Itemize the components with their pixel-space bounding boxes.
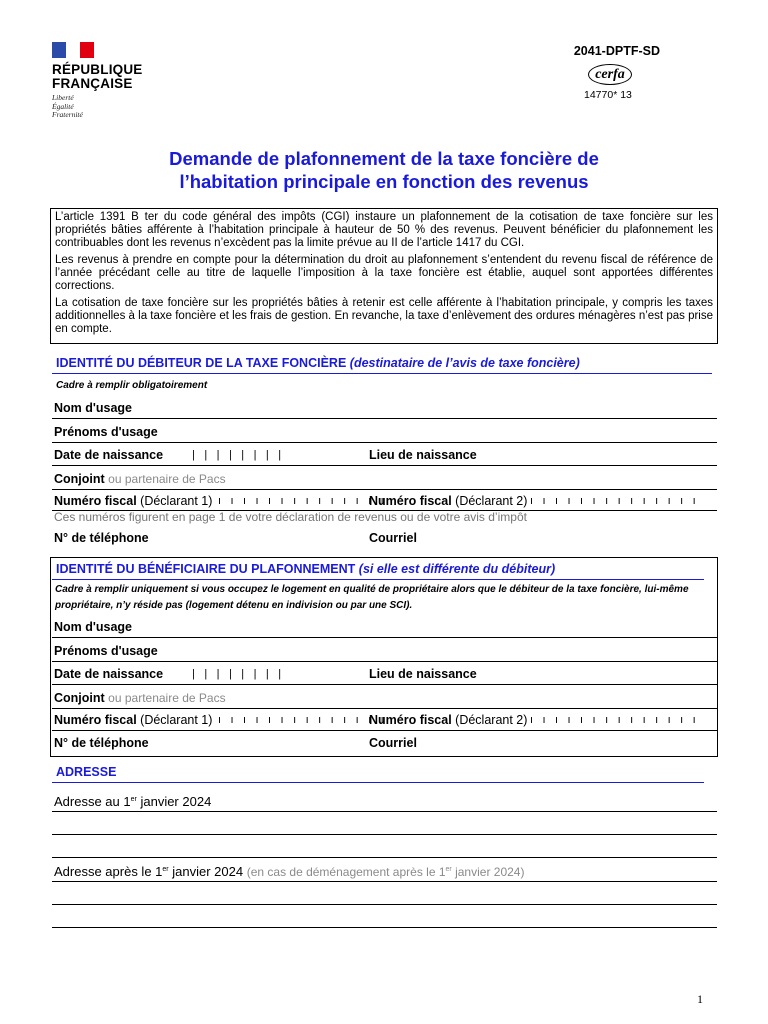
beneficiaire-lieu-label: Lieu de naissance [369, 667, 477, 681]
beneficiaire-nf1-field[interactable]: ı ı ı ı ı ı ı ı ı ı ı ı ı ı [218, 714, 387, 726]
beneficiaire-conjoint-hint: ou partenaire de Pacs [108, 691, 226, 705]
title-line-1: Demande de plafonnement de la taxe foncière de [169, 148, 599, 169]
adresse-apres-label [54, 864, 524, 879]
debiteur-nf1-declarant: (Déclarant 1) [140, 494, 213, 508]
beneficiaire-date-label: Date de naissance [54, 667, 164, 681]
debiteur-date-line[interactable] [52, 465, 717, 466]
debiteur-section-title [56, 356, 580, 370]
beneficiaire-nom-label: Nom d'usage [54, 620, 132, 634]
debiteur-numero-fiscal-1 [54, 494, 212, 508]
adresse-hint-pre: (en cas de déménagement après le 1 [246, 865, 446, 879]
republique-francaise-logo [52, 42, 152, 120]
beneficiaire-conjoint: Conjoint [54, 691, 105, 705]
form-code: 2041-DPTF-SD [573, 44, 660, 58]
debiteur-nf2-label: Numéro fiscal [369, 494, 452, 508]
logo-francaise: FRANÇAISE [52, 76, 133, 91]
cerfa-number: 14770* 13 [584, 89, 632, 101]
adresse-au-line-3[interactable] [52, 857, 717, 858]
intro-paragraph-3: La cotisation de taxe foncière sur les propriétés bâties à retenir est celle afférente à l’habitation principale, y compris les taxes additionnelles à la taxe foncière et les frais de gestion. En revanche, la taxe d’enlèvement des ordures ménagères n’est pas prise en compte. [55, 297, 713, 335]
beneficiaire-nf1-label: Numéro fiscal [54, 713, 137, 727]
adresse-section-title: ADRESSE [56, 765, 117, 779]
page-title [0, 147, 768, 193]
adresse-au-sup: er [130, 796, 137, 803]
adresse-au-pre: Adresse au 1 [54, 794, 131, 809]
debiteur-title: IDENTITÉ DU DÉBITEUR DE LA TAXE FONCIÈRE [56, 356, 347, 370]
beneficiaire-numero-fiscal-1 [54, 713, 212, 727]
beneficiaire-nf1-declarant: (Déclarant 1) [140, 713, 213, 727]
debiteur-conjoint-label [54, 472, 226, 486]
debiteur-date-field[interactable]: | | | | | | | | [192, 449, 285, 461]
marianne-flag-icon [52, 42, 94, 58]
adresse-apres-post: janvier 2024 [172, 864, 244, 879]
beneficiaire-conjoint-field[interactable] [52, 708, 717, 709]
beneficiaire-title: IDENTITÉ DU BÉNÉFICIAIRE DU PLAFONNEMENT [56, 562, 356, 576]
beneficiaire-date-field[interactable]: | | | | | | | | [192, 668, 285, 680]
debiteur-nom-field[interactable] [52, 418, 717, 419]
debiteur-conjoint: Conjoint [54, 472, 105, 486]
adresse-apres-sup: er [162, 866, 169, 873]
adresse-apres-pre: Adresse après le 1 [54, 864, 163, 879]
debiteur-numeros-hint: Ces numéros figurent en page 1 de votre déclaration de revenus ou de votre avis d’impôt [54, 510, 527, 524]
beneficiaire-prenoms-label: Prénoms d'usage [54, 644, 158, 658]
debiteur-prenoms-label: Prénoms d'usage [54, 425, 158, 439]
intro-box [50, 208, 718, 344]
beneficiaire-courriel-label: Courriel [369, 736, 417, 750]
adresse-au-line-2[interactable] [52, 834, 717, 835]
adresse-apres-line-1[interactable] [52, 881, 717, 882]
debiteur-title-underline [52, 373, 712, 374]
beneficiaire-nf2-field[interactable]: ı ı ı ı ı ı ı ı ı ı ı ı ı ı [530, 714, 699, 726]
debiteur-date-label: Date de naissance [54, 448, 164, 462]
beneficiaire-numero-fiscal-2 [369, 713, 527, 727]
devise-egalite: Égalité [52, 101, 74, 111]
beneficiaire-nf2-declarant: (Déclarant 2) [455, 713, 528, 727]
cerfa-logo: cerfa [588, 64, 632, 85]
beneficiaire-nf-line [52, 730, 717, 731]
beneficiaire-conjoint-label [54, 691, 226, 705]
intro-paragraph-2: Les revenus à prendre en compte pour la détermination du droit au plafonnement s’entendent du revenu fiscal de référence de l’année précédant celle au titre de laquelle l’imposition à la taxe foncière est établie, auquel sont apportées différentes corrections. [55, 254, 713, 292]
intro-paragraph-1: L’article 1391 B ter du code général des impôts (CGI) instaure un plafonnement de la cotisation de taxe foncière sur les propriétés bâties afférente à l’habitation principale à hauteur de 50 % des revenus. Peuvent bénéficier du plafonnement les contribuables dont les revenus n’excèdent pas la limite prévue au II de l’article 1417 du CGI. [55, 211, 713, 249]
devise-liberte: Liberté [52, 93, 74, 102]
devise [52, 94, 152, 120]
debiteur-note: Cadre à remplir obligatoirement [56, 380, 208, 391]
debiteur-lieu-label: Lieu de naissance [369, 448, 477, 462]
beneficiaire-section-title [56, 562, 555, 576]
adresse-au-line-1[interactable] [52, 811, 717, 812]
debiteur-nf1-label: Numéro fiscal [54, 494, 137, 508]
debiteur-nf2-declarant: (Déclarant 2) [455, 494, 528, 508]
debiteur-nom-label: Nom d'usage [54, 401, 132, 415]
adresse-apres-line-2[interactable] [52, 904, 717, 905]
beneficiaire-note: Cadre à remplir uniquement si vous occupez le logement en qualité de propriétaire alors que le débiteur de la taxe foncière, lui-même propriétaire, n’y réside pas (logement détenu en indivision ou par une SCI). [55, 584, 689, 611]
debiteur-nf2-field[interactable]: ı ı ı ı ı ı ı ı ı ı ı ı ı ı [530, 495, 699, 507]
debiteur-conjoint-field[interactable] [52, 489, 717, 490]
debiteur-conjoint-hint: ou partenaire de Pacs [108, 472, 226, 486]
adresse-apres-hint [247, 865, 525, 879]
debiteur-telephone-label: N° de téléphone [54, 531, 149, 545]
logo-republique: RÉPUBLIQUE [52, 62, 143, 77]
debiteur-numero-fiscal-2 [369, 494, 527, 508]
adresse-au-post: janvier 2024 [140, 794, 212, 809]
debiteur-prenoms-field[interactable] [52, 442, 717, 443]
adresse-au-label [54, 794, 211, 809]
beneficiaire-date-line[interactable] [52, 684, 717, 685]
beneficiaire-title-underline [52, 579, 704, 580]
debiteur-courriel-label: Courriel [369, 531, 417, 545]
adresse-apres-line-3[interactable] [52, 927, 717, 928]
beneficiaire-telephone-label: N° de téléphone [54, 736, 149, 750]
page-number: 1 [697, 992, 703, 1006]
beneficiaire-subtitle: (si elle est différente du débiteur) [358, 562, 556, 576]
debiteur-nf1-field[interactable]: ı ı ı ı ı ı ı ı ı ı ı ı ı ı [218, 495, 387, 507]
beneficiaire-prenoms-field[interactable] [52, 661, 717, 662]
adresse-title-underline [52, 782, 704, 783]
title-line-2: l’habitation principale en fonction des revenus [179, 171, 589, 192]
devise-fraternite: Fraternité [52, 110, 83, 119]
debiteur-subtitle: (destinataire de l’avis de taxe foncière) [349, 356, 580, 370]
adresse-hint-sup: er [445, 866, 452, 873]
beneficiaire-nf2-label: Numéro fiscal [369, 713, 452, 727]
adresse-hint-post: janvier 2024) [455, 865, 525, 879]
beneficiaire-nom-field[interactable] [52, 637, 717, 638]
